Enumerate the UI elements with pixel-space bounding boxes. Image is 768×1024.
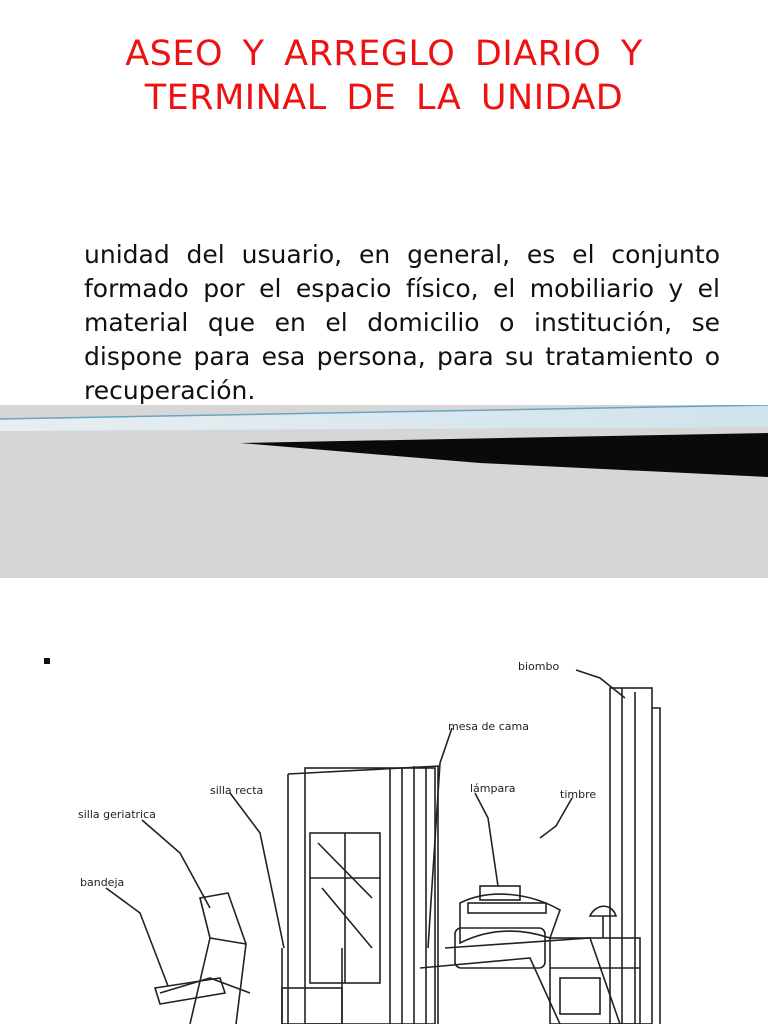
- title-line-2: TERMINAL DE LA UNIDAD: [144, 78, 624, 118]
- bed-frame: [445, 938, 620, 1024]
- label-biombo: biombo: [518, 660, 560, 673]
- slide-2: [0, 578, 768, 1024]
- leader-timbre: [540, 798, 572, 838]
- label-silla-geriatrica: silla geriatrica: [78, 808, 156, 821]
- slide-paragraph: unidad del usuario, en general, es el conjunto formado por el espacio físico, el mobiliario y el material que en el domicilio o institución, se dispone para esa persona, para su tratamiento o recuperación.: [84, 240, 720, 405]
- leader-mesa: [428, 728, 452, 948]
- slide-title: [0, 32, 768, 120]
- biombo-panel: [610, 688, 652, 1024]
- lamp-shade: [590, 906, 616, 916]
- straight-chair: [282, 988, 342, 1024]
- leader-biombo: [576, 670, 625, 698]
- leader-lampara: [475, 793, 498, 886]
- title-line-1: ASEO Y ARREGLO DIARIO Y: [125, 34, 643, 74]
- decorative-band: [0, 405, 768, 578]
- label-lampara: lámpara: [470, 782, 516, 795]
- leader-silla-geriatrica: [142, 820, 210, 908]
- label-mesa-de-cama: mesa de cama: [448, 720, 529, 733]
- bullet-point: [44, 658, 50, 664]
- band-gray-fill: [0, 405, 768, 578]
- leader-bandeja: [106, 888, 168, 986]
- label-timbre: timbre: [560, 788, 597, 801]
- label-bandeja: bandeja: [80, 876, 125, 889]
- leader-silla-recta: [230, 793, 284, 948]
- overbed-table: [468, 903, 546, 913]
- label-silla-recta: silla recta: [210, 784, 264, 797]
- unit-illustration: [60, 648, 760, 1024]
- lamp-box: [480, 886, 520, 900]
